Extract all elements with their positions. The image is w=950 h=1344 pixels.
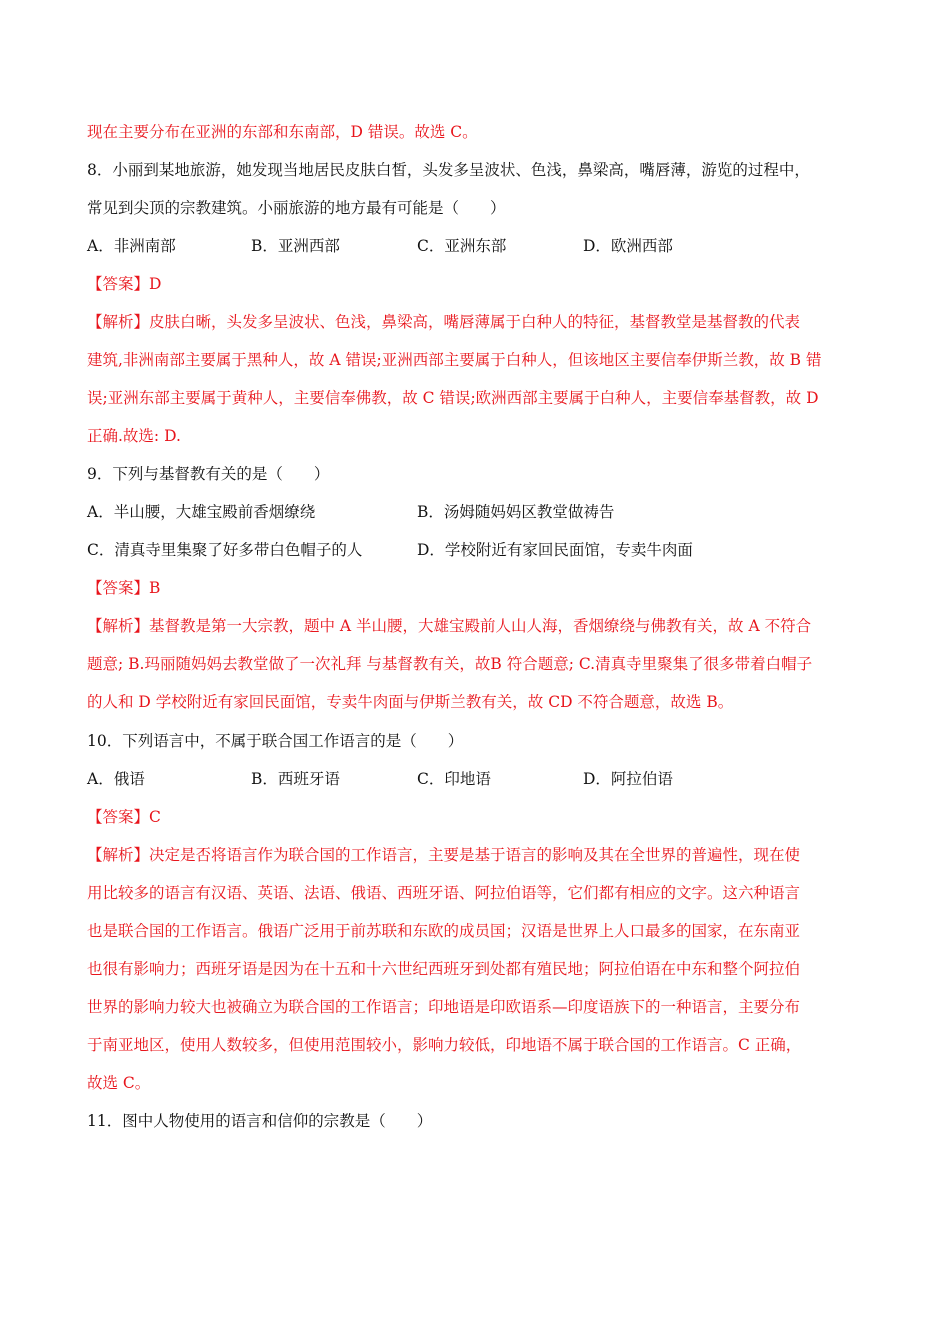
- q10-answer: 【答案】C: [87, 808, 161, 826]
- q8-explanation-line3: 误;亚洲东部主要属于黄种人，主要信奉佛教，故 C 错误;欧洲西部主要属于白种人，主要信奉基督教，故 D: [87, 389, 819, 407]
- q8-option-b: B．亚洲西部: [251, 237, 340, 255]
- q10-explanation-line6: 于南亚地区，使用人数较多，但使用范围较小，影响力较低，印地语不属于联合国的工作语言。C 正确，: [87, 1036, 802, 1054]
- q8-stem-line2: 常见到尖顶的宗教建筑。小丽旅游的地方最有可能是（ ）: [87, 199, 506, 217]
- q10-option-b: B．西班牙语: [251, 770, 340, 788]
- q8-explanation-line1: 【解析】皮肤白晰，头发多呈波状、色浅，鼻梁高，嘴唇薄属于白种人的特征，基督教堂是基督教的代表: [87, 313, 801, 331]
- q11-stem: 11．图中人物使用的语言和信仰的宗教是（ ）: [87, 1112, 433, 1130]
- q10-explanation-line3: 也是联合国的工作语言。俄语广泛用于前苏联和东欧的成员国；汉语是世界上人口最多的国家，在东南亚: [87, 922, 801, 940]
- q8-option-c: C．亚洲东部: [417, 237, 507, 255]
- q8-explanation-line4: 正确.故选: D.: [87, 427, 181, 445]
- q9-stem: 9．下列与基督教有关的是（ ）: [87, 465, 330, 483]
- q7-explanation-end: 现在主要分布在亚洲的东部和东南部，D 错误。故选 C。: [87, 123, 478, 141]
- q10-explanation-line4: 也很有影响力；西班牙语是因为在十五和十六世纪西班牙到处都有殖民地；阿拉伯语在中东和整个阿拉伯: [87, 960, 801, 978]
- q9-explanation-line2: 题意; B.玛丽随妈妈去教堂做了一次礼拜 与基督教有关，故B 符合题意; C.清真寺里聚集了很多带着白帽子: [87, 655, 813, 673]
- q9-option-d: D．学校附近有家回民面馆，专卖牛肉面: [417, 541, 693, 559]
- q10-stem: 10．下列语言中，不属于联合国工作语言的是（ ）: [87, 732, 464, 750]
- q8-stem-line1: 8．小丽到某地旅游，她发现当地居民皮肤白皙，头发多呈波状、色浅，鼻梁高，嘴唇薄，游览的过程中，: [87, 161, 810, 179]
- q10-explanation-line5: 世界的影响力较大也被确立为联合国的工作语言；印地语是印欧语系—印度语族下的一种语言，主要分布: [87, 998, 801, 1016]
- q9-option-b: B．汤姆随妈妈区教堂做祷告: [417, 503, 615, 521]
- q8-answer: 【答案】D: [87, 275, 162, 293]
- q10-option-d: D．阿拉伯语: [583, 770, 673, 788]
- q9-option-a: A．半山腰，大雄宝殿前香烟缭绕: [87, 503, 316, 521]
- q9-answer: 【答案】B: [87, 579, 161, 597]
- q10-option-c: C．印地语: [417, 770, 491, 788]
- q10-explanation-line2: 用比较多的语言有汉语、英语、法语、俄语、西班牙语、阿拉伯语等，它们都有相应的文字。这六种语言: [87, 884, 801, 902]
- q8-option-a: A．非洲南部: [87, 237, 176, 255]
- q10-explanation-line7: 故选 C。: [87, 1074, 151, 1092]
- q9-option-c: C．清真寺里集聚了好多带白色帽子的人: [87, 541, 363, 559]
- q8-explanation-line2: 建筑,非洲南部主要属于黑种人，故 A 错误;亚洲西部主要属于白种人，但该地区主要信奉伊斯兰教，故 B 错: [87, 351, 822, 369]
- q10-explanation-line1: 【解析】决定是否将语言作为联合国的工作语言，主要是基于语言的影响及其在全世界的普遍性，现在使: [87, 846, 801, 864]
- q9-explanation-line3: 的人和 D 学校附近有家回民面馆，专卖牛肉面与伊斯兰教有关，故 CD 不符合题意，故选 B。: [87, 693, 734, 711]
- q8-option-d: D．欧洲西部: [583, 237, 673, 255]
- q10-option-a: A．俄语: [87, 770, 145, 788]
- q9-explanation-line1: 【解析】基督教是第一大宗教，题中 A 半山腰，大雄宝殿前人山人海，香烟缭绕与佛教有关，故 A 不符合: [87, 617, 812, 635]
